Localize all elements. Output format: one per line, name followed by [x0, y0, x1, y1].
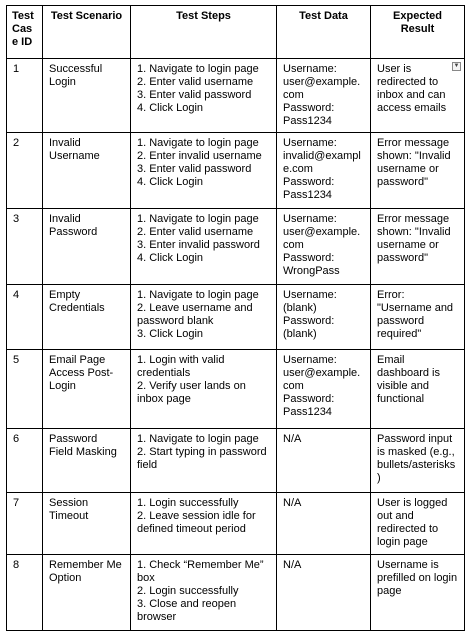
cell-test-steps[interactable]	[131, 285, 277, 350]
table-row	[7, 555, 465, 631]
cell-test-scenario[interactable]: Email Page Access Post-Login	[43, 350, 131, 429]
cell-test-steps[interactable]	[131, 429, 277, 493]
test-step-line: 1. Navigate to login page	[137, 433, 259, 445]
cell-test-steps[interactable]	[131, 59, 277, 133]
cell-test-scenario[interactable]: Successful Login	[43, 59, 131, 133]
header-test-steps[interactable]: Test Steps	[131, 6, 277, 59]
expected-result-text: Error message shown: "Invalid username or password"	[377, 137, 451, 188]
test-step-line: 3. Enter invalid password	[137, 239, 260, 251]
table-row	[7, 429, 465, 493]
header-test-data[interactable]: Test Data	[277, 6, 371, 59]
test-data-line: Password: Pass1234	[283, 393, 335, 418]
cell-test-case-id[interactable]: 3	[7, 209, 43, 285]
cell-expected-result[interactable]	[371, 59, 465, 133]
test-data-line: Username: user@example.com	[283, 213, 361, 251]
cell-test-steps[interactable]	[131, 555, 277, 631]
cell-test-scenario[interactable]: Remember Me Option	[43, 555, 131, 631]
cell-test-case-id[interactable]: 6	[7, 429, 43, 493]
cell-test-data[interactable]	[277, 209, 371, 285]
cell-expected-result[interactable]	[371, 209, 465, 285]
test-step-line: 4. Click Login	[137, 176, 204, 188]
cell-expected-result[interactable]	[371, 429, 465, 493]
chevron-down-icon[interactable]: ▼	[453, 63, 460, 69]
test-data-line: Password: Pass1234	[283, 102, 335, 127]
test-data-line: N/A	[283, 497, 302, 509]
test-data-line: N/A	[283, 559, 302, 571]
test-step-line: 2. Start typing in password field	[137, 446, 267, 471]
cell-test-case-id[interactable]: 5	[7, 350, 43, 429]
cell-test-case-id[interactable]: 4	[7, 285, 43, 350]
table-row	[7, 350, 465, 429]
cell-test-scenario[interactable]: Invalid Password	[43, 209, 131, 285]
cell-test-data[interactable]	[277, 350, 371, 429]
cell-test-case-id[interactable]: 1	[7, 59, 43, 133]
header-row	[7, 6, 465, 59]
test-step-line: 1. Login successfully	[137, 497, 239, 509]
table-row	[7, 59, 465, 133]
test-step-line: 4. Click Login	[137, 252, 204, 264]
cell-expected-result[interactable]	[371, 285, 465, 350]
header-expected-result[interactable]: Expected Result	[371, 6, 465, 59]
test-step-line: 2. Login successfully	[137, 585, 239, 597]
cell-test-steps[interactable]	[131, 209, 277, 285]
header-test-scenario[interactable]: Test Scenario	[43, 6, 131, 59]
cell-test-data[interactable]	[277, 493, 371, 555]
cell-test-data[interactable]	[277, 555, 371, 631]
cell-expected-result[interactable]	[371, 133, 465, 209]
table-row	[7, 285, 465, 350]
test-step-line: 1. Navigate to login page	[137, 289, 259, 301]
cell-test-data[interactable]	[277, 429, 371, 493]
cell-expected-result[interactable]	[371, 493, 465, 555]
test-step-line: 2. Enter valid username	[137, 226, 254, 238]
cell-test-data[interactable]	[277, 133, 371, 209]
cell-test-scenario[interactable]: Password Field Masking	[43, 429, 131, 493]
test-step-line: 2. Leave session idle for defined timeout period	[137, 510, 256, 535]
expected-result-text: Email dashboard is visible and functional	[377, 354, 440, 405]
table-row	[7, 209, 465, 285]
test-step-line: 1. Navigate to login page	[137, 63, 259, 75]
cell-test-steps[interactable]	[131, 350, 277, 429]
cell-test-data[interactable]	[277, 285, 371, 350]
test-data-line: N/A	[283, 433, 302, 445]
table-row	[7, 493, 465, 555]
cell-test-scenario[interactable]: Empty Credentials	[43, 285, 131, 350]
expected-result-text: User is logged out and redirected to login page	[377, 497, 448, 548]
expected-result-text: Error: "Username and password required"	[377, 289, 454, 340]
cell-expected-result[interactable]	[371, 555, 465, 631]
test-step-line: 1. Navigate to login page	[137, 137, 259, 149]
test-step-line: 1. Check “Remember Me” box	[137, 559, 264, 584]
test-step-line: 3. Click Login	[137, 328, 204, 340]
test-step-line: 1. Navigate to login page	[137, 213, 259, 225]
table-row	[7, 133, 465, 209]
cell-test-scenario[interactable]: Invalid Username	[43, 133, 131, 209]
test-data-line: Username: (blank)	[283, 289, 337, 314]
header-test-case-id[interactable]: Test Case ID	[7, 6, 43, 59]
expected-result-text: Password input is masked (e.g., bullets/asterisks)	[377, 433, 456, 484]
test-step-line: 3. Close and reopen browser	[137, 598, 237, 623]
test-case-table	[6, 5, 465, 631]
test-step-line: 3. Enter valid password	[137, 89, 252, 101]
test-step-line: 1. Login with valid credentials	[137, 354, 225, 379]
cell-test-data[interactable]	[277, 59, 371, 133]
test-step-line: 4. Click Login	[137, 102, 204, 114]
test-data-line: Username: invalid@example.com	[283, 137, 361, 175]
expected-result-text: Error message shown: "Invalid username or password"	[377, 213, 451, 264]
test-data-line: Username: user@example.com	[283, 63, 361, 101]
test-data-line: Username: user@example.com	[283, 354, 361, 392]
test-data-line: Password: WrongPass	[283, 252, 340, 277]
test-step-line: 2. Leave username and password blank	[137, 302, 253, 327]
cell-test-scenario[interactable]: Session Timeout	[43, 493, 131, 555]
cell-test-steps[interactable]	[131, 133, 277, 209]
test-step-line: 2. Enter valid username	[137, 76, 254, 88]
test-data-line: Password: (blank)	[283, 315, 335, 340]
expected-result-text: Username is prefilled on login page	[377, 559, 458, 597]
cell-test-steps[interactable]	[131, 493, 277, 555]
test-step-line: 3. Enter valid password	[137, 163, 252, 175]
cell-test-case-id[interactable]: 7	[7, 493, 43, 555]
test-step-line: 2. Verify user lands on inbox page	[137, 380, 246, 405]
cell-test-case-id[interactable]: 8	[7, 555, 43, 631]
test-data-line: Password: Pass1234	[283, 176, 335, 201]
test-step-line: 2. Enter invalid username	[137, 150, 262, 162]
cell-expected-result[interactable]	[371, 350, 465, 429]
cell-test-case-id[interactable]: 2	[7, 133, 43, 209]
expected-result-text: User is redirected to inbox and can access emails	[377, 63, 447, 114]
